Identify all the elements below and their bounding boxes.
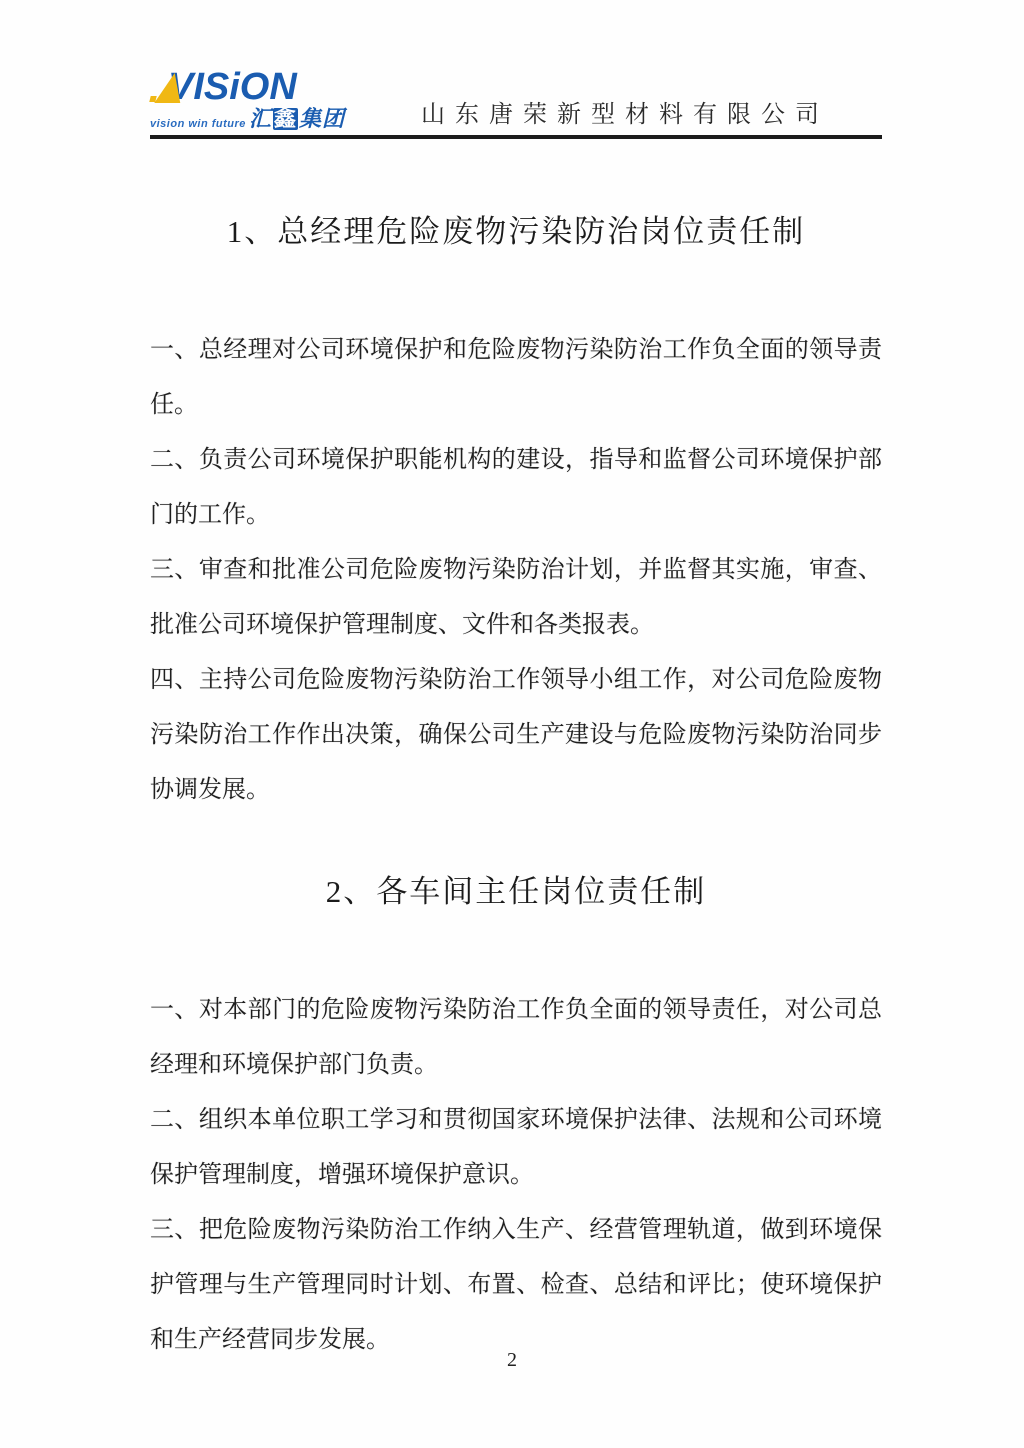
logo-brand-text: VISiON	[168, 66, 297, 108]
company-logo	[150, 66, 368, 132]
section-1-paragraph: 一、总经理对公司环境保护和危险废物污染防治工作负全面的领导责任。	[150, 337, 882, 418]
logo-group-char-highlight: 鑫	[273, 106, 297, 132]
logo-subline	[150, 108, 368, 130]
section-1-paragraph: 二、负责公司环境保护职能机构的建设，指导和监督公司环境保护部门的工作。	[150, 447, 882, 528]
logo-brand-row	[150, 66, 368, 108]
logo-group-name	[249, 108, 345, 130]
logo-tagline: vision win future	[150, 118, 246, 131]
section-1-paragraph: 四、主持公司危险废物污染防治工作领导小组工作，对公司危险废物污染防治工作作出决策，确保公司生产建设与危险废物污染防治同步协调发展。	[150, 667, 882, 803]
section-general-manager-responsibility	[150, 206, 882, 818]
company-name: 山东唐荣新型材料有限公司	[421, 102, 829, 129]
section-2-paragraph: 二、组织本单位职工学习和贯彻国家环境保护法律、法规和公司环境保护管理制度，增强环境保护意识。	[150, 1107, 882, 1188]
section-2-paragraph: 一、对本部门的危险废物污染防治工作负全面的领导责任，对公司总经理和环境保护部门负责。	[150, 997, 882, 1078]
section-1-title: 1、总经理危险废物污染防治岗位责任制	[226, 214, 806, 249]
page-number: 2	[507, 1349, 517, 1371]
page-header	[150, 66, 882, 139]
page-footer	[0, 1349, 1024, 1372]
section-2-paragraph: 三、把危险废物污染防治工作纳入生产、经营管理轨道，做到环境保护管理与生产管理同时计划、布置、检查、总结和评比；使环境保护和生产经营同步发展。	[150, 1217, 882, 1353]
section-2-title: 2、各车间主任岗位责任制	[325, 874, 707, 909]
document-content	[150, 160, 882, 1368]
logo-group-char: 集	[298, 106, 322, 132]
logo-group-char: 团	[321, 106, 345, 132]
logo-group-char: 汇	[248, 106, 272, 132]
section-workshop-director-responsibility	[150, 866, 882, 1368]
section-1-paragraph: 三、审查和批准公司危险废物污染防治计划，并监督其实施，审查、批准公司环境保护管理制度、文件和各类报表。	[150, 557, 882, 638]
